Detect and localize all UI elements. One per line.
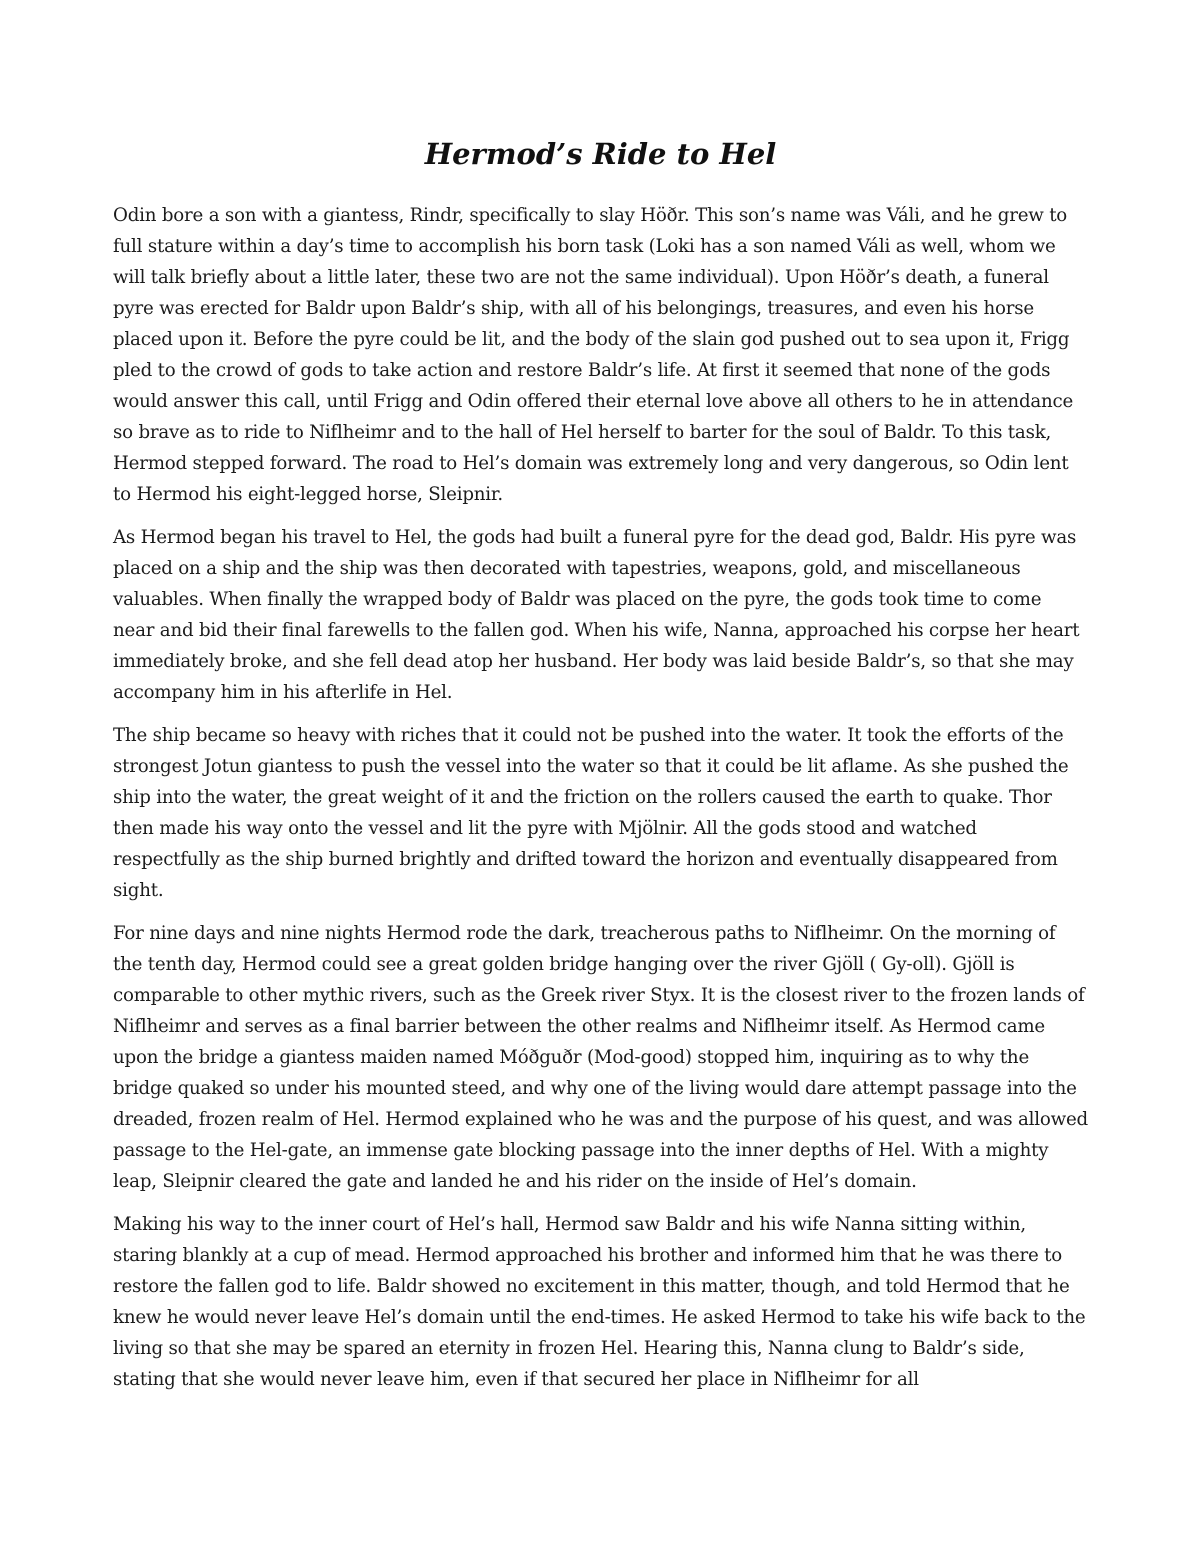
paragraph-funeral-pyre: As Hermod began his travel to Hel, the gods had built a funeral pyre for the dead god, Baldr. His pyre was placed on a ship and the ship was then decorated with tapestries, weapons, gold, and miscellaneous valuables. When finally the wrapped body of Baldr was placed on the pyre, the gods took time to come near and bid their final farewells to the fallen god. When his wife, Nanna, approached his corpse her heart immediately broke, and she fell dead atop her husband. Her body was laid beside Baldr’s, so that she may accompany him in his afterlife in Hel. (113, 527, 1080, 703)
paragraph-ride-to-niflheimr: For nine days and nine nights Hermod rode the dark, treacherous paths to Niflheimr. On the morning of the tenth day, Hermod could see a great golden bridge hanging over the river Gjöll ( Gy-oll). Gjöll is comparable to other mythic rivers, such as the Greek river Styx. It is the closest river to the frozen lands of Niflheimr and serves as a final barrier between the other realms and Niflheimr itself. As Hermod came upon the bridge a giantess maiden named Móðguðr (Mod-good) stopped him, inquiring as to why the bridge quaked so under his mounted steed, and why one of the living would dare attempt passage into the dreaded, frozen realm of Hel. Hermod explained who he was and the purpose of his quest, and was allowed passage to the Hel-gate, an immense gate blocking passage into the inner depths of Hel. With a mighty leap, Sleipnir cleared the gate and landed he and his rider on the inside of Hel’s domain. (113, 923, 1088, 1192)
paragraph-hel-hall: Making his way to the inner court of Hel’s hall, Hermod saw Baldr and his wife Nanna sitting within, staring blankly at a cup of mead. Hermod approached his brother and informed him that he was there to restore the fallen god to life. Baldr showed no excitement in this matter, though, and told Hermod that he knew he would never leave Hel’s domain until the end-times. He asked Hermod to take his wife back to the living so that she may be spared an eternity in frozen Hel. Hearing this, Nanna clung to Baldr’s side, stating that she would never leave him, even if that secured her place in Niflheimr for all (113, 1214, 1086, 1390)
document-body (113, 128, 1088, 1407)
paragraph-odin-vali: Odin bore a son with a giantess, Rindr, specifically to slay Höðr. This son’s name was Váli, and he grew to full stature within a day’s time to accomplish his born task (Loki has a son named Váli as well, whom we will talk briefly about a little later, these two are not the same individual). Upon Höðr’s death, a funeral pyre was erected for Baldr upon Baldr’s ship, with all of his belongings, treasures, and even his horse placed upon it. Before the pyre could be lit, and the body of the slain god pushed out to sea upon it, Frigg pled to the crowd of gods to take action and restore Baldr’s life. At first it seemed that none of the gods would answer this call, until Frigg and Odin offered their eternal love above all others to he in attendance so brave as to ride to Niflheimr and to the hall of Hel herself to barter for the soul of Baldr. To this task, Hermod stepped forward. The road to Hel’s domain was extremely long and very dangerous, so Odin lent to Hermod his eight-legged horse, Sleipnir. (113, 205, 1074, 505)
paragraph-ship-launch: The ship became so heavy with riches that it could not be pushed into the water. It took the efforts of the strongest Jotun giantess to push the vessel into the water so that it could be lit aflame. As she pushed the ship into the water, the great weight of it and the friction on the rollers caused the earth to quake. Thor then made his way onto the vessel and lit the pyre with Mjölnir. All the gods stood and watched respectfully as the ship burned brightly and drifted toward the horizon and eventually disappeared from sight. (113, 725, 1069, 901)
document-title: Hermod’s Ride to Hel (424, 137, 777, 171)
